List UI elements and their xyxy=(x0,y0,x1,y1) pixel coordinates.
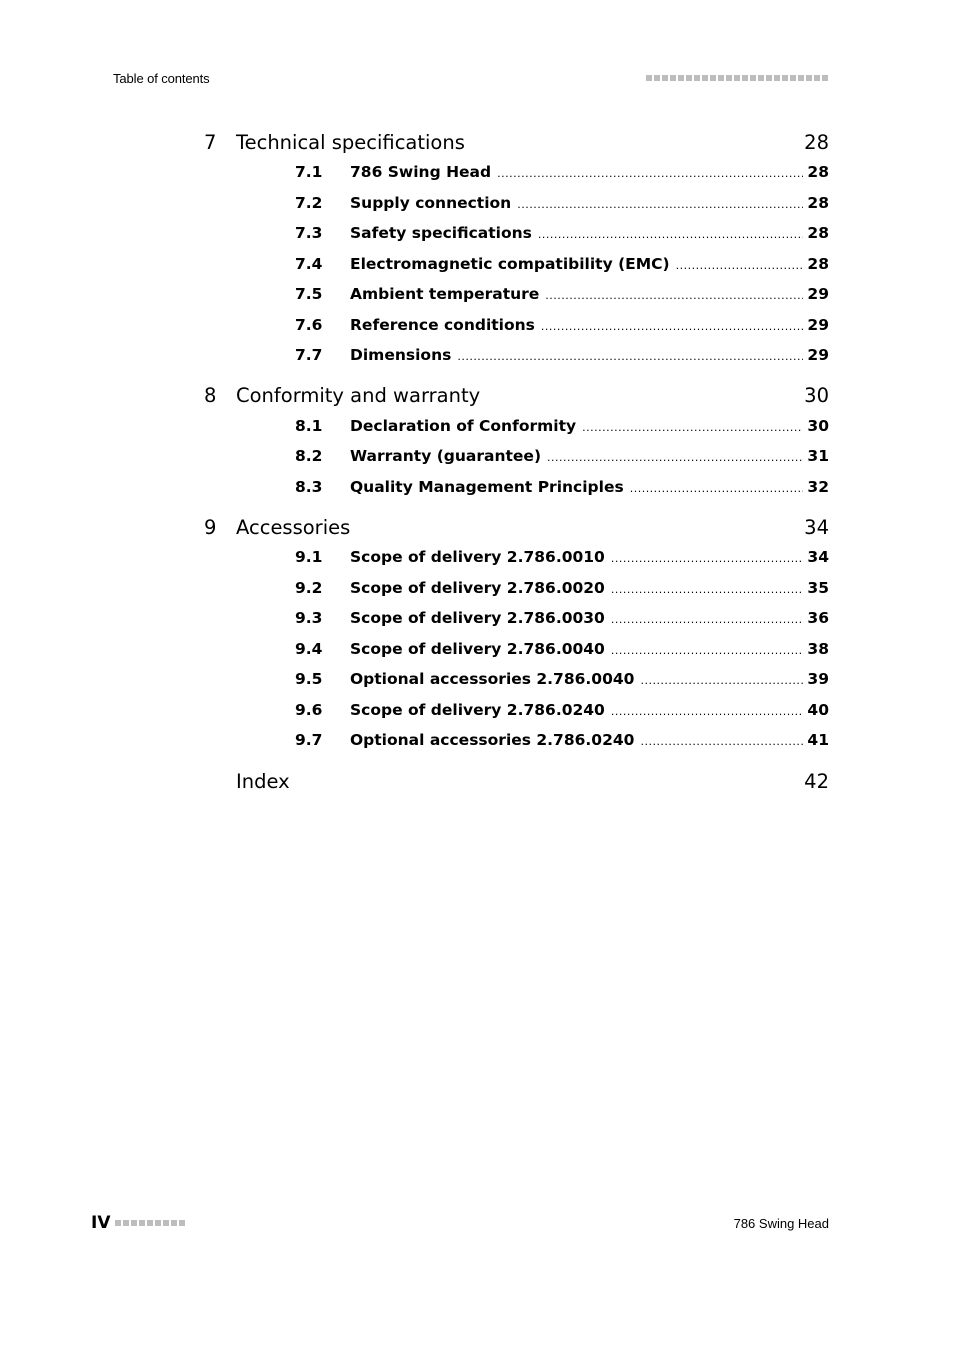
toc-section[interactable] xyxy=(295,640,829,662)
section-title: 786 Swing Head xyxy=(350,163,492,181)
section-title: Ambient temperature xyxy=(350,285,540,303)
section-title: Safety specifications xyxy=(350,224,532,242)
toc-section[interactable] xyxy=(295,346,829,368)
toc-section[interactable] xyxy=(295,579,829,601)
chapter-number: 8 xyxy=(204,384,217,407)
toc-section[interactable] xyxy=(295,701,829,723)
section-number: 7.6 xyxy=(295,316,323,334)
chapter-title: Accessories xyxy=(236,516,351,539)
section-page: 36 xyxy=(807,609,829,627)
footer-product-name: 786 Swing Head xyxy=(733,1216,829,1231)
toc-section[interactable] xyxy=(295,548,829,570)
chapter-page: 28 xyxy=(804,131,829,154)
section-title: Scope of delivery 2.786.0010 xyxy=(350,548,605,566)
dot-leader xyxy=(457,346,803,364)
toc-chapter-index[interactable] xyxy=(204,770,829,796)
section-number: 7.5 xyxy=(295,285,323,303)
section-title: Declaration of Conformity xyxy=(350,417,577,435)
section-number: 8.1 xyxy=(295,417,323,435)
section-number: 8.2 xyxy=(295,447,323,465)
section-number: 9.2 xyxy=(295,579,323,597)
toc-section[interactable] xyxy=(295,316,829,338)
section-title: Scope of delivery 2.786.0020 xyxy=(350,579,605,597)
section-page: 30 xyxy=(807,417,829,435)
dot-leader xyxy=(517,194,803,212)
section-page: 39 xyxy=(807,670,829,688)
toc-section[interactable] xyxy=(295,609,829,631)
chapter-number: 9 xyxy=(204,516,217,539)
section-number: 7.7 xyxy=(295,346,323,364)
chapter-title: Index xyxy=(236,770,290,793)
toc-section[interactable] xyxy=(295,478,829,500)
section-number: 9.6 xyxy=(295,701,323,719)
toc-section[interactable] xyxy=(295,255,829,277)
section-page: 32 xyxy=(807,478,829,496)
header-decoration xyxy=(646,75,828,81)
footer-decoration xyxy=(115,1220,185,1226)
section-title: Quality Management Principles xyxy=(350,478,624,496)
section-page: 34 xyxy=(807,548,829,566)
chapter-title: Conformity and warranty xyxy=(236,384,481,407)
dot-leader xyxy=(582,417,803,435)
section-number: 8.3 xyxy=(295,478,323,496)
toc-section[interactable] xyxy=(295,163,829,185)
dot-leader xyxy=(545,285,803,303)
dot-leader xyxy=(541,316,804,334)
section-page: 29 xyxy=(807,346,829,364)
section-page: 41 xyxy=(807,731,829,749)
section-page: 40 xyxy=(807,701,829,719)
section-number: 9.1 xyxy=(295,548,323,566)
section-number: 9.3 xyxy=(295,609,323,627)
section-number: 7.1 xyxy=(295,163,323,181)
chapter-number: 7 xyxy=(204,131,217,154)
dot-leader xyxy=(611,548,804,566)
section-page: 28 xyxy=(807,224,829,242)
section-page: 28 xyxy=(807,194,829,212)
section-page: 35 xyxy=(807,579,829,597)
section-number: 9.4 xyxy=(295,640,323,658)
section-number: 7.2 xyxy=(295,194,323,212)
dot-leader xyxy=(611,640,804,658)
section-page: 28 xyxy=(807,163,829,181)
section-title: Optional accessories 2.786.0040 xyxy=(350,670,635,688)
toc-chapter[interactable] xyxy=(204,384,829,410)
dot-leader xyxy=(676,255,804,273)
toc-section[interactable] xyxy=(295,224,829,246)
chapter-page: 42 xyxy=(804,770,829,793)
section-number: 7.3 xyxy=(295,224,323,242)
section-number: 7.4 xyxy=(295,255,323,273)
section-title: Supply connection xyxy=(350,194,512,212)
section-title: Scope of delivery 2.786.0240 xyxy=(350,701,605,719)
chapter-title: Technical specifications xyxy=(236,131,465,154)
dot-leader xyxy=(630,478,804,496)
running-header-label: Table of contents xyxy=(113,71,210,86)
toc-section[interactable] xyxy=(295,285,829,307)
footer-page-number: IV xyxy=(91,1213,111,1233)
toc-section[interactable] xyxy=(295,417,829,439)
dot-leader xyxy=(611,579,804,597)
dot-leader xyxy=(640,731,803,749)
section-number: 9.7 xyxy=(295,731,323,749)
section-title: Scope of delivery 2.786.0040 xyxy=(350,640,605,658)
toc-chapter[interactable] xyxy=(204,131,829,157)
toc-section[interactable] xyxy=(295,447,829,469)
dot-leader xyxy=(611,701,804,719)
dot-leader xyxy=(611,609,804,627)
dot-leader xyxy=(538,224,804,242)
dot-leader xyxy=(547,447,803,465)
section-page: 28 xyxy=(807,255,829,273)
section-page: 29 xyxy=(807,285,829,303)
chapter-page: 34 xyxy=(804,516,829,539)
toc-section[interactable] xyxy=(295,670,829,692)
chapter-page: 30 xyxy=(804,384,829,407)
section-page: 31 xyxy=(807,447,829,465)
section-title: Reference conditions xyxy=(350,316,535,334)
section-number: 9.5 xyxy=(295,670,323,688)
dot-leader xyxy=(640,670,803,688)
section-title: Scope of delivery 2.786.0030 xyxy=(350,609,605,627)
toc-chapter[interactable] xyxy=(204,516,829,542)
section-title: Warranty (guarantee) xyxy=(350,447,542,465)
toc-section[interactable] xyxy=(295,194,829,216)
dot-leader xyxy=(497,163,803,181)
section-title: Optional accessories 2.786.0240 xyxy=(350,731,635,749)
section-page: 38 xyxy=(807,640,829,658)
section-title: Dimensions xyxy=(350,346,452,364)
section-page: 29 xyxy=(807,316,829,334)
section-title: Electromagnetic compatibility (EMC) xyxy=(350,255,670,273)
toc-section[interactable] xyxy=(295,731,829,753)
